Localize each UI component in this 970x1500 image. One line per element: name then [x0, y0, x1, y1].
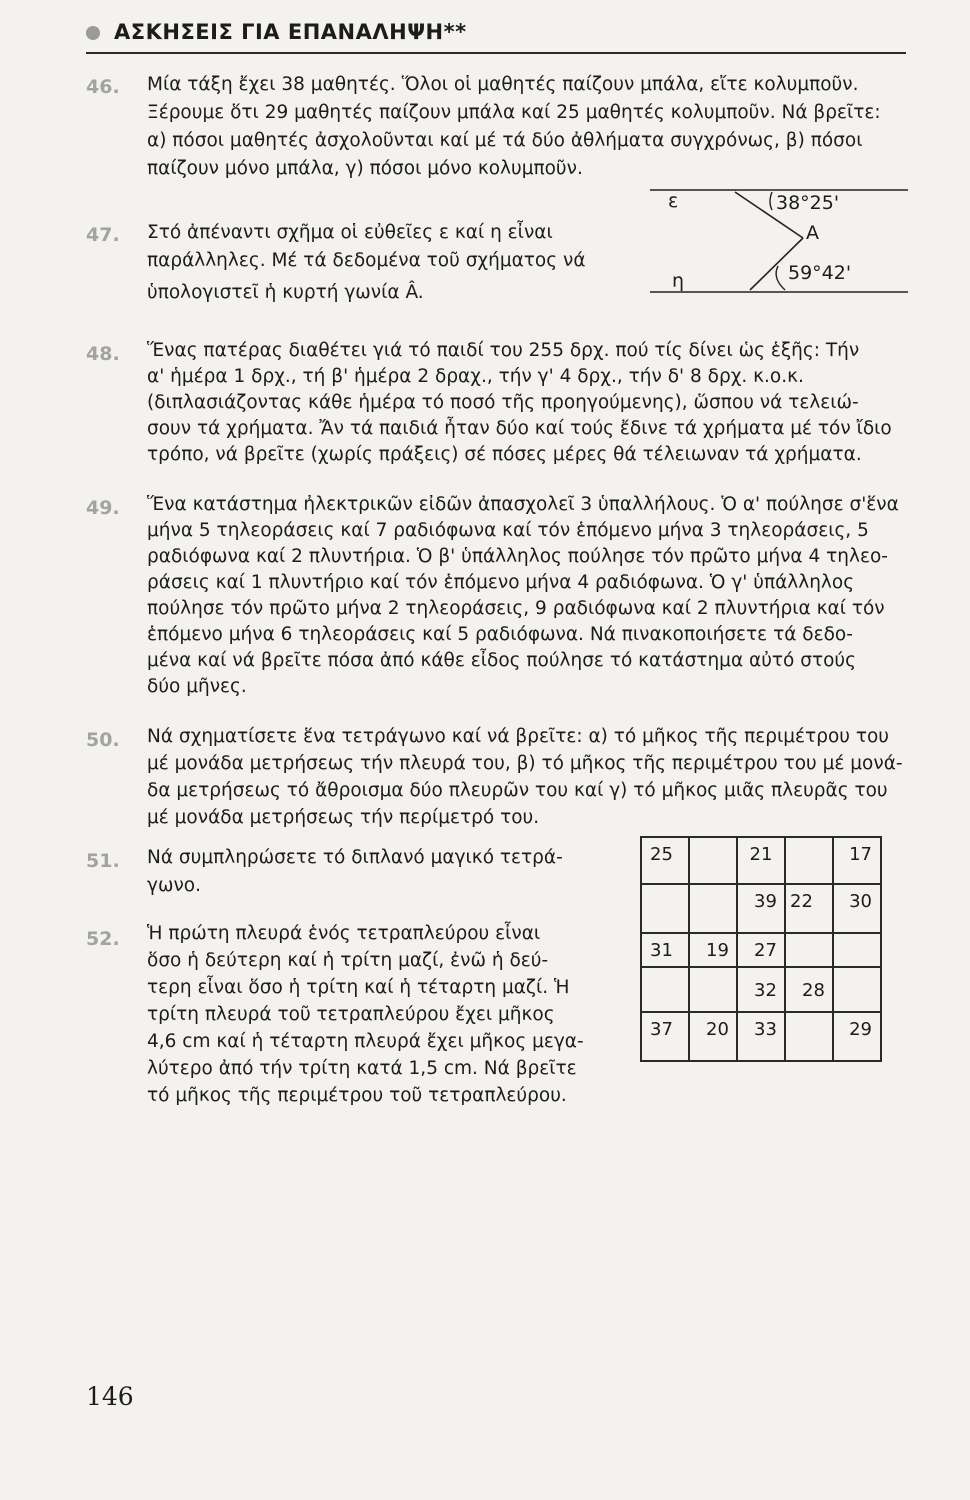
exercise-line: Νά σχηματίσετε ἕνα τετράγωνο καί νά βρεῖτε: α) τό μῆκος τῆς περιμέτρου του [147, 726, 890, 747]
magic-cell [689, 884, 737, 933]
magic-square-row [641, 1012, 881, 1061]
magic-cell: 29 [833, 1012, 881, 1061]
exercise-line: Ξέρουμε ὅτι 29 μαθητές παίζουν μπάλα καί 25 μαθητές κολυμποῦν. Νά βρεῖτε: [147, 102, 881, 123]
exercise-line: Ἕνα κατάστημα ἠλεκτρικῶν εἰδῶν ἀπασχολεῖ 3 ὑπαλλήλους. Ὁ α' πούλησε σ'ἕνα [147, 494, 899, 515]
magic-cell: 22 [785, 884, 833, 933]
section-title: ΑΣΚΗΣΕΙΣ ΓΙΑ ΕΠΑΝΑΛΗΨΗ** [114, 20, 467, 44]
exercise-line: ὅσο ἡ δεύτερη καί ἡ τρίτη μαζί, ἐνῶ ἡ δεύ- [147, 950, 549, 971]
magic-square-row [641, 837, 881, 884]
exercise-line: τρίτη πλευρά τοῦ τετραπλεύρου ἔχει μῆκος [147, 1004, 555, 1025]
exercise-line: δα μετρήσεως τό ἄθροισμα δύο πλευρῶν του καί γ) τό μῆκος μιᾶς πλευρᾶς του [147, 780, 888, 801]
exercise-line: Ἕνας πατέρας διαθέτει γιά τό παιδί του 255 δρχ. πού τίς δίνει ὡς ἑξῆς: Τήν [147, 340, 860, 361]
exercise-line: γωνο. [147, 875, 201, 896]
exercise-line: τό μῆκος τῆς περιμέτρου τοῦ τετραπλεύρου. [147, 1085, 567, 1106]
magic-cell [641, 967, 689, 1012]
magic-cell: 25 [641, 837, 689, 884]
magic-cell: 20 [689, 1012, 737, 1061]
exercise-line: ὑπολογιστεῖ ἡ κυρτή γωνία Â. [147, 282, 424, 303]
exercise-number-51: 51. [86, 850, 120, 872]
exercise-line: μήνα 5 τηλεοράσεις καί 7 ραδιόφωνα καί τόν ἑπόμενο μήνα 3 τηλεοράσεις, 5 [147, 520, 869, 541]
magic-cell: 37 [641, 1012, 689, 1061]
exercise-number-52: 52. [86, 928, 120, 950]
magic-cell [785, 1012, 833, 1061]
angle-a-label: A [806, 222, 819, 244]
angle-bottom-label: 59°42' [788, 262, 852, 284]
exercise-line: μέ μονάδα μετρήσεως τήν πλευρά του, β) τό μῆκος τῆς περιμέτρου του μέ μονά- [147, 753, 903, 774]
angle-top-label: 38°25' [776, 192, 840, 214]
magic-cell [689, 837, 737, 884]
magic-cell [641, 884, 689, 933]
magic-cell: 32 [737, 967, 785, 1012]
magic-cell: 27 [737, 933, 785, 967]
magic-square-row [641, 884, 881, 933]
magic-cell [833, 933, 881, 967]
exercise-line: α' ἡμέρα 1 δρχ., τή β' ἡμέρα 2 δραχ., τήν γ' 4 δρχ., τήν δ' 8 δρχ. κ.ο.κ. [147, 366, 804, 387]
magic-cell: 33 [737, 1012, 785, 1061]
exercise-line: Στό ἀπέναντι σχῆμα οἱ εὐθεῖες ε καί η εἶναι [147, 222, 553, 243]
exercise-line: λύτερο ἀπό τήν τρίτη κατά 1,5 cm. Νά βρεῖτε [147, 1058, 577, 1079]
magic-cell: 39 [737, 884, 785, 933]
magic-cell: 30 [833, 884, 881, 933]
exercise-line: παίζουν μόνο μπάλα, γ) πόσοι μόνο κολυμποῦν. [147, 158, 583, 179]
magic-square [640, 836, 882, 1062]
exercise-number-48: 48. [86, 343, 120, 365]
exercise-line: ράσεις καί 1 πλυντήριο καί τόν ἑπόμενο μήνα 4 ραδιόφωνα. Ὁ γ' ὑπάλληλος [147, 572, 855, 593]
exercise-line: τρόπο, νά βρεῖτε (χωρίς πράξεις) σέ πόσες μέρες θά τέλειωναν τά χρήματα. [147, 444, 862, 465]
exercise-line: Μία τάξη ἔχει 38 μαθητές. Ὅλοι οἱ μαθητές παίζουν μπάλα, εἴτε κολυμποῦν. [147, 74, 859, 95]
line-epsilon-label: ε [668, 190, 679, 212]
exercise-number-46: 46. [86, 76, 120, 98]
magic-cell [833, 967, 881, 1012]
exercise-line: Νά συμπληρώσετε τό διπλανό μαγικό τετρά- [147, 847, 563, 868]
exercise-line: ραδιόφωνα καί 2 πλυντήρια. Ὁ β' ὑπάλληλος πούλησε τόν πρῶτο μήνα 4 τηλεο- [147, 546, 888, 567]
parallel-lines-figure [640, 180, 910, 310]
magic-cell: 19 [689, 933, 737, 967]
magic-cell: 28 [785, 967, 833, 1012]
magic-square-row [641, 933, 881, 967]
magic-cell [689, 967, 737, 1012]
exercise-line: Ἡ πρώτη πλευρά ἑνός τετραπλεύρου εἶναι [147, 923, 541, 944]
exercise-line: (διπλασιάζοντας κάθε ἡμέρα τό ποσό τῆς προηγούμενης), ὥσπου νά τελειώ- [147, 392, 859, 413]
line-eta-label: η [672, 270, 685, 292]
exercise-line: πούλησε τόν πρῶτο μήνα 2 τηλεοράσεις, 9 ραδιόφωνα καί 2 πλυντήρια καί τόν [147, 598, 885, 619]
header-bullet-icon [86, 26, 100, 40]
magic-cell: 17 [833, 837, 881, 884]
exercise-number-50: 50. [86, 729, 120, 751]
exercise-number-47: 47. [86, 224, 120, 246]
exercise-line: τερη εἶναι ὅσο ἡ τρίτη καί ἡ τέταρτη μαζί. Ἡ [147, 977, 570, 998]
exercise-line: μέ μονάδα μετρήσεως τήν περίμετρό του. [147, 807, 540, 828]
magic-cell: 31 [641, 933, 689, 967]
page-number: 146 [86, 1382, 134, 1411]
magic-cell [785, 837, 833, 884]
section-header [86, 14, 906, 54]
exercise-line: παράλληλες. Μέ τά δεδομένα τοῦ σχήματος νά [147, 250, 586, 271]
exercise-line: μένα καί νά βρεῖτε πόσα ἀπό κάθε εἶδος πούλησε τό κατάστημα αὐτό στούς [147, 650, 856, 671]
magic-cell: 21 [737, 837, 785, 884]
exercise-line: δύο μῆνες. [147, 676, 247, 697]
exercise-line: α) πόσοι μαθητές ἀσχολοῦνται καί μέ τά δύο ἀθλήματα συγχρόνως, β) πόσοι [147, 130, 863, 151]
exercise-line: ἑπόμενο μήνα 6 τηλεοράσεις καί 5 ραδιόφωνα. Νά πινακοποιήσετε τά δεδο- [147, 624, 853, 645]
exercise-line: σουν τά χρήματα. Ἄν τά παιδιά ἦταν δύο καί τούς ἔδινε τά χρήματα μέ τόν ἴδιο [147, 418, 892, 439]
exercise-line: 4,6 cm καί ἡ τέταρτη πλευρά ἔχει μῆκος μεγα- [147, 1031, 584, 1052]
exercise-number-49: 49. [86, 497, 120, 519]
magic-cell [785, 933, 833, 967]
magic-square-row [641, 967, 881, 1012]
